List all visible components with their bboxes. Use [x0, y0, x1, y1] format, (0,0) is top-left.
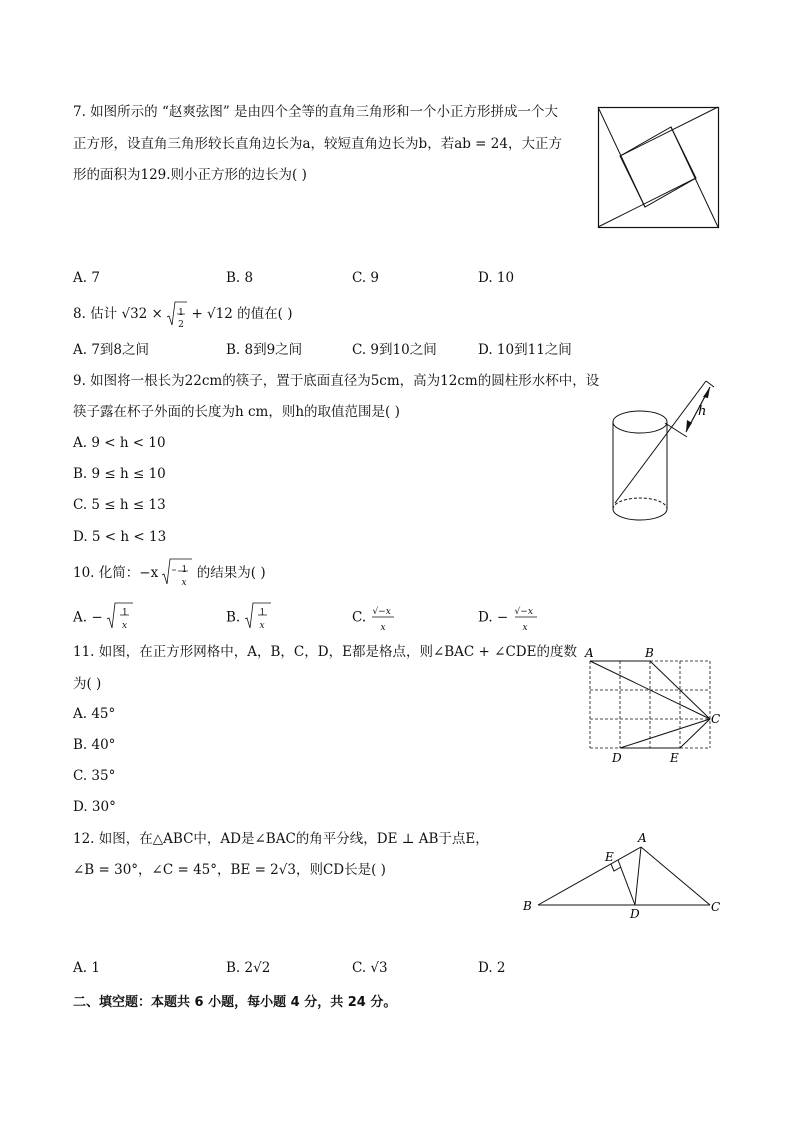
q10-option-c-letter: C. — [352, 609, 367, 626]
q10-option-c-den: x — [380, 623, 386, 633]
q7-option-a[interactable]: A. 7 — [73, 270, 100, 286]
cylinder-cup-diagram — [610, 375, 725, 525]
q8-suffix: 的值在( ) — [237, 306, 293, 322]
q10-suffix: 的结果为( ) — [196, 565, 266, 581]
q10-option-b-num: 1 — [259, 608, 266, 618]
zhao-shuang-diagram — [598, 107, 719, 228]
q10-option-d[interactable] — [478, 607, 539, 633]
q8-expr-a: √32 × — [121, 306, 163, 322]
q12-line-2: ∠B = 30°，∠C = 45°，BE = 2√3，则CD长是( ) — [73, 862, 386, 878]
q12-label-a: A — [638, 831, 647, 845]
q9-option-b[interactable]: B. 9 ≤ h ≤ 10 — [73, 466, 166, 482]
q10-option-b-letter: B. — [226, 609, 241, 626]
q7-option-c[interactable]: C. 9 — [352, 270, 380, 286]
q10-option-d-den: x — [522, 623, 528, 633]
q10-option-b[interactable] — [226, 607, 273, 633]
q7-option-d[interactable]: D. 10 — [478, 270, 515, 286]
q12-option-a[interactable]: A. 1 — [73, 960, 100, 976]
q11-label-c: C — [711, 712, 721, 726]
q10-option-a-letter: A. − — [73, 609, 103, 626]
q9-line-2: 筷子露在杯子外面的长度为h cm，则h的取值范围是( ) — [73, 404, 400, 420]
section-2-heading: 二、填空题：本题共 6 小题，每小题 4 分，共 24 分。 — [73, 995, 397, 1010]
q10-option-c-num: √−x — [372, 607, 391, 617]
q10-stem — [73, 563, 266, 589]
q12-label-d: D — [630, 907, 640, 921]
q10-radicand-num: 1 — [181, 564, 188, 575]
q12-option-b[interactable]: B. 2√2 — [226, 960, 271, 976]
q8-sqrt-fraction — [167, 305, 187, 330]
square-grid-diagram — [580, 645, 730, 770]
q10-option-b-den: x — [259, 621, 265, 631]
q10-option-a-num: 1 — [121, 608, 128, 618]
q12-label-c: C — [711, 900, 721, 914]
q10-option-a-den: x — [121, 621, 128, 631]
q7-option-b[interactable]: B. 8 — [226, 270, 254, 286]
triangle-abc-diagram — [518, 830, 728, 922]
q11-option-b[interactable]: B. 40° — [73, 737, 116, 753]
q9-option-c[interactable]: C. 5 ≤ h ≤ 13 — [73, 497, 166, 513]
q11-option-a[interactable]: A. 45° — [73, 706, 116, 722]
q8-frac-num: 1 — [178, 307, 184, 318]
q12-line-1: 12. 如图，在△ABC中，AD是∠BAC的角平分线，DE ⊥ AB于点E， — [73, 831, 489, 847]
q10-option-a[interactable] — [73, 607, 135, 633]
q11-option-d[interactable]: D. 30° — [73, 799, 116, 815]
q11-line-1: 11. 如图，在正方形网格中，A，B，C，D，E都是格点，则∠BAC + ∠CDE的度数 — [73, 644, 577, 660]
q9-option-a[interactable]: A. 9 < h < 10 — [73, 435, 166, 451]
q8-option-a[interactable]: A. 7到8之间 — [73, 342, 150, 358]
q8-expr-b: + √12 — [191, 306, 233, 322]
q9-figure-label-h: h — [698, 404, 707, 419]
q8-stem — [73, 304, 292, 328]
q8-frac-den: 2 — [178, 319, 184, 330]
q9-option-d[interactable]: D. 5 < h < 13 — [73, 529, 167, 545]
q7-line-1: 7. 如图所示的 “赵爽弦图” 是由四个全等的直角三角形和一个小正方形拼成一个大 — [73, 104, 559, 120]
q10-option-d-num: √−x — [514, 607, 533, 617]
q9-line-1: 9. 如图将一根长为22cm的筷子，置于底面直径为5cm，高为12cm的圆柱形水杯中，设 — [73, 373, 600, 389]
q10-option-d-letter: D. − — [478, 609, 509, 626]
q8-prefix: 8. 估计 — [73, 306, 118, 322]
q10-radicand-den: x — [181, 577, 187, 588]
q12-option-c[interactable]: C. √3 — [352, 960, 388, 976]
q11-line-2: 为( ) — [73, 676, 102, 692]
q11-label-d: D — [612, 751, 622, 765]
q11-label-a: A — [585, 646, 594, 660]
q12-label-b: B — [523, 899, 532, 913]
q8-option-c[interactable]: C. 9到10之间 — [352, 342, 437, 358]
q10-prefix: 10. 化简：−x — [73, 565, 159, 581]
q12-option-d[interactable]: D. 2 — [478, 960, 506, 976]
q12-label-e: E — [605, 850, 614, 864]
q8-option-d[interactable]: D. 10到11之间 — [478, 342, 572, 358]
q8-option-b[interactable]: B. 8到9之间 — [226, 342, 303, 358]
q10-sqrt — [162, 564, 192, 588]
q11-label-b: B — [645, 646, 654, 660]
q11-option-c[interactable]: C. 35° — [73, 768, 116, 784]
q7-line-2: 正方形，设直角三角形较长直角边长为a，较短直角边长为b，若ab = 24，大正方 — [73, 136, 562, 152]
q7-line-3: 形的面积为129.则小正方形的边长为( ) — [73, 167, 307, 183]
q11-label-e: E — [670, 751, 679, 765]
q10-option-c[interactable] — [352, 607, 396, 633]
